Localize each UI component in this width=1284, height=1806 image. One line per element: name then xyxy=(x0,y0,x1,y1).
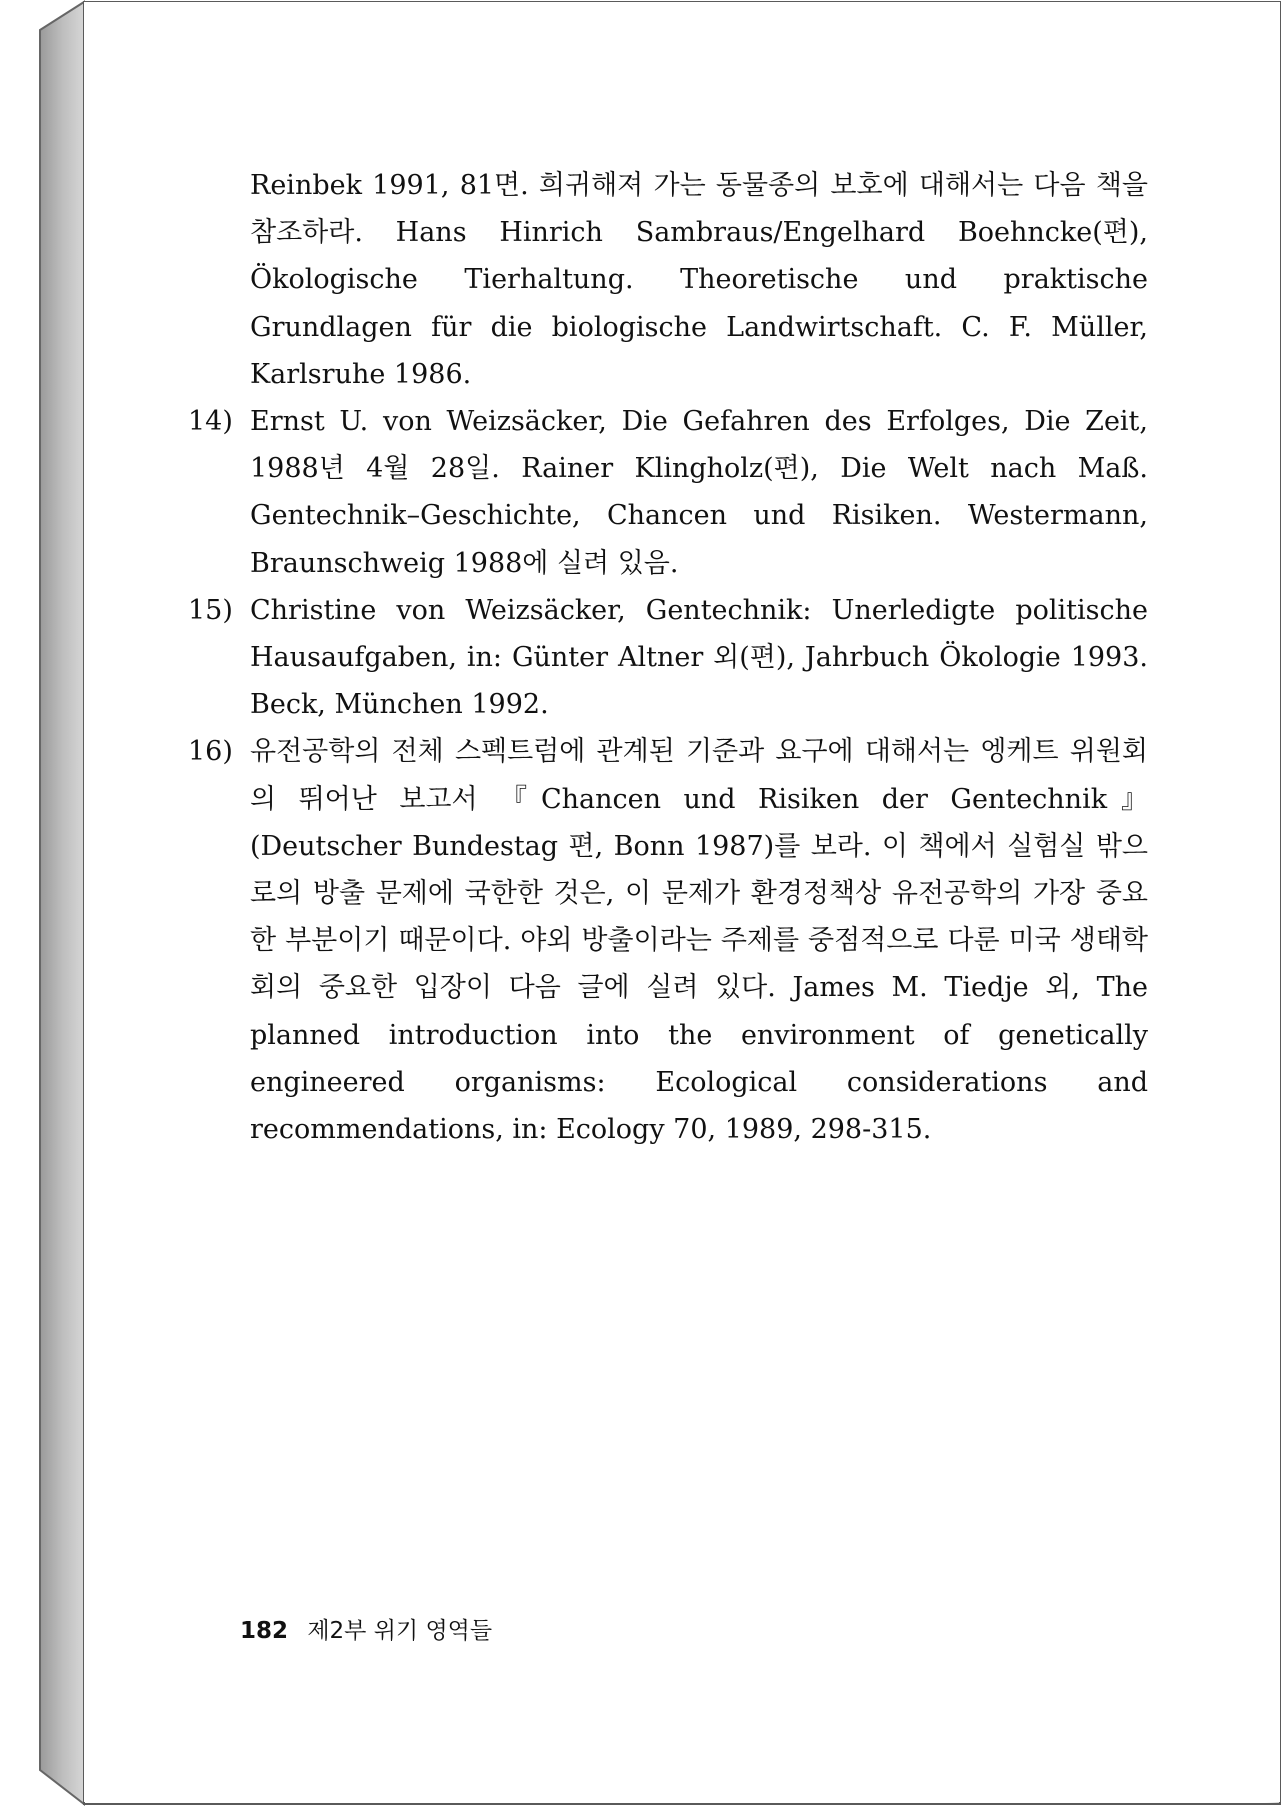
footnote-13-continuation xyxy=(218,162,1148,398)
footnote-15 xyxy=(188,587,1148,729)
page-footer xyxy=(240,1612,492,1645)
footnote-number: 14) xyxy=(188,406,233,438)
footnote-text: Ernst U. von Weizsäcker, Die Gefahren des Erfolges, Die Zeit, 1988년 4월 28일. Rainer Klingholz(편), Die Welt nach Maß. Gentechnik–Geschichte, Chancen und Risiken. Westermann, Braunschweig 1988에 실려 있음. xyxy=(250,406,1148,579)
page-number: 182 xyxy=(240,1618,289,1644)
footnote-number: 15) xyxy=(188,594,233,626)
section-title: 제2부 위기 영역들 xyxy=(307,1618,493,1644)
footnote-text: Christine von Weizsäcker, Gentechnik: Unerledigte politische Hausaufgaben, in: Günter Altner 외(편), Jahrbuch Ökologie 1993. Beck, München 1992. xyxy=(250,594,1148,721)
footnote-text: Reinbek 1991, 81면. 희귀해져 가는 동물종의 보호에 대해서는 다음 책을 참조하라. Hans Hinrich Sambraus/Engelhard Boehncke(편), Ökologische Tierhaltung. Theoretische und praktische Grundlagen für die biologische Landwirtschaft. C. F. Müller, Karlsruhe 1986. xyxy=(250,170,1148,390)
footnote-number: 16) xyxy=(188,736,233,768)
footnotes xyxy=(188,162,1148,1153)
footnote-16 xyxy=(188,728,1148,1153)
footnote-text: 유전공학의 전체 스펙트럼에 관계된 기준과 요구에 대해서는 엥케트 위원회의 뛰어난 보고서 『Chancen und Risiken der Gentechnik』(Deutscher Bundestag 편, Bonn 1987)를 보라. 이 책에서 실험실 밖으로의 방출 문제에 국한한 것은, 이 문제가 환경정책상 유전공학의 가장 중요한 부분이기 때문이다. 야외 방출이라는 주제를 중점적으로 다룬 미국 생태학회의 중요한 입장이 다음 글에 실려 있다. James M. Tiedje 외, The planned introduction into the environment of genetically engineered organisms: Ecological considerations and recommendations, in: Ecology 70, 1989, 298-315. xyxy=(250,736,1148,1146)
footnote-14 xyxy=(188,398,1148,587)
